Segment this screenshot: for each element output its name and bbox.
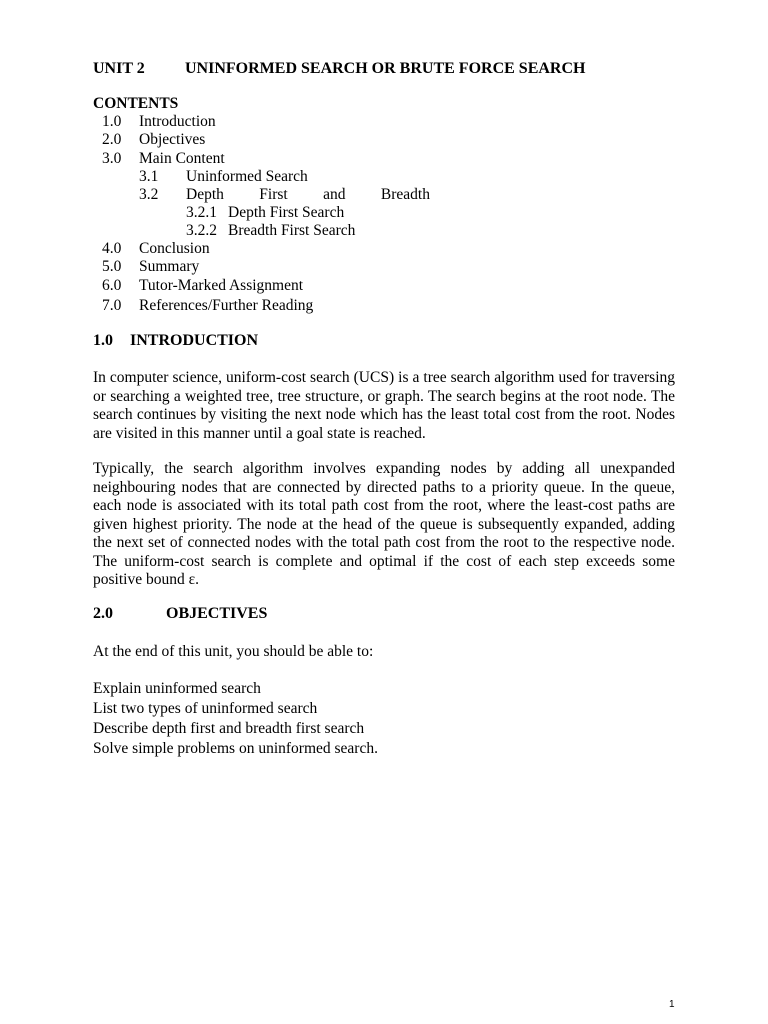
introduction-paragraph-1: In computer science, uniform-cost search (UCS) is a tree search algorithm used for traversing or searching a weighted tree, tree structure, or graph. The search begins at the root node. The search continues by visiting the next node which has the least total cost from the root. Nodes are visited in this manner until a goal state is reached.: [93, 369, 675, 442]
unit-title-text: UNINFORMED SEARCH OR BRUTE FORCE SEARCH: [185, 60, 586, 77]
introduction-heading: [93, 332, 258, 351]
toc-item-label: Objectives: [139, 131, 206, 148]
toc-item-number: 3.1: [139, 168, 159, 185]
toc-item: [139, 168, 308, 187]
contents-heading: CONTENTS: [93, 95, 179, 112]
objectives-intro: At the end of this unit, you should be able to:: [93, 643, 374, 660]
objectives-heading-number: 2.0: [93, 605, 113, 622]
introduction-heading-number: 1.0: [93, 332, 113, 349]
objectives-heading: [93, 605, 267, 624]
toc-item-label: Depth First and Breadth: [186, 186, 430, 203]
objectives-heading-text: OBJECTIVES: [166, 605, 268, 622]
toc-item: [186, 204, 344, 223]
objectives-list: [93, 679, 378, 759]
toc-item-label: Depth First Search: [228, 204, 345, 221]
toc-item-number: 1.0: [102, 113, 122, 130]
introduction-paragraph-2: Typically, the search algorithm involves expanding nodes by adding all unexpanded neighbouring nodes that are connected by directed paths to a priority queue. In the queue, each node is associated with its total path cost from the root, where the least-cost paths are given highest priority. The node at the head of the queue is subsequently expanded, adding the next set of connected nodes with the total path cost from the root to the respective node. The uniform-cost search is complete and optimal if the cost of each step exceeds some positive bound ε.: [93, 460, 675, 588]
toc-item: [102, 113, 216, 132]
toc-item-number: 2.0: [102, 131, 122, 148]
unit-title: [93, 60, 585, 79]
toc-item-number: 3.2: [139, 186, 159, 203]
page-number: 1: [669, 999, 675, 1010]
toc-item-number: 7.0: [102, 297, 122, 314]
toc-item: [102, 297, 313, 316]
toc-item-label: Tutor-Marked Assignment: [139, 277, 304, 294]
toc-item: [102, 240, 210, 259]
toc-item-number: 5.0: [102, 258, 122, 275]
toc-item-number: 3.2.1: [186, 204, 217, 221]
toc-item: [102, 131, 205, 150]
toc-item-label: Summary: [139, 258, 200, 275]
toc-item: [102, 150, 225, 169]
toc-item-number: 4.0: [102, 240, 122, 257]
toc-item-number: 6.0: [102, 277, 122, 294]
toc-item-label: References/Further Reading: [139, 297, 314, 314]
objective-item: Solve simple problems on uninformed search.: [93, 740, 378, 757]
unit-number: UNIT 2: [93, 60, 145, 77]
toc-item-label: Breadth First Search: [228, 222, 356, 239]
toc-item: [102, 277, 303, 296]
objective-item: Describe depth first and breadth first search: [93, 720, 365, 737]
toc-item: [102, 258, 199, 277]
introduction-heading-text: INTRODUCTION: [130, 332, 259, 349]
toc-item-number: 3.0: [102, 150, 122, 167]
toc-item-number: 3.2.2: [186, 222, 217, 239]
objective-item: List two types of uninformed search: [93, 700, 318, 717]
toc-item: [139, 186, 430, 205]
toc-item-label: Introduction: [139, 113, 216, 130]
objective-item: Explain uninformed search: [93, 680, 261, 697]
toc-item-label: Main Content: [139, 150, 225, 167]
toc-item-label: Uninformed Search: [186, 168, 308, 185]
toc-item: [186, 222, 355, 241]
toc-item-label: Conclusion: [139, 240, 210, 257]
